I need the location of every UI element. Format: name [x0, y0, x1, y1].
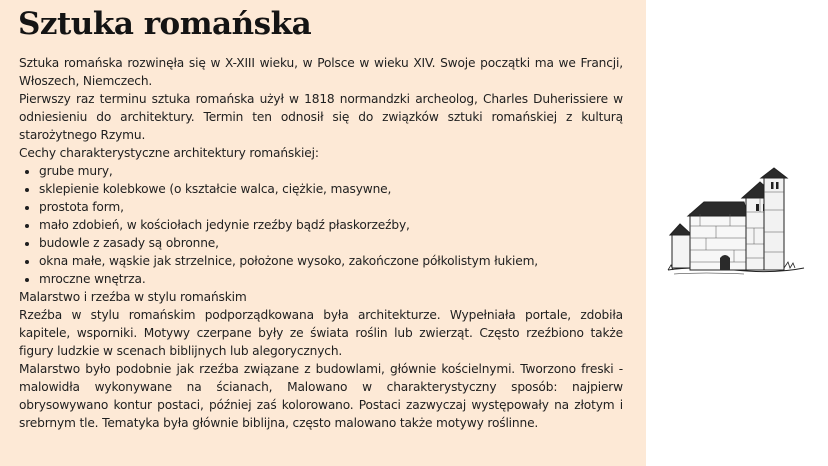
list-item: • mało zdobień, w kościołach jedynie rzeźby bądź płaskorzeźby,	[39, 216, 623, 234]
list-item: • prostota form,	[39, 198, 623, 216]
church-illustration-icon	[664, 162, 808, 284]
painting-heading: Malarstwo i rzeźba w stylu romańskim	[19, 290, 247, 304]
features-heading: Cechy charakterystyczne architektury romańskiej:	[19, 146, 319, 160]
page-title: Sztuka romańska	[18, 6, 312, 42]
content-body	[19, 54, 623, 432]
intro-paragraph: Sztuka romańska rozwinęła się w X-XIII wieku, w Polsce w wieku XIV. Swoje początki ma we Francji, Włoszech, Niemczech.	[19, 56, 623, 88]
term-paragraph: Pierwszy raz terminu sztuka romańska użył w 1818 normandzki archeolog, Charles Duherissiere w odniesieniu do architektury. Termin ten odnosił się do związków sztuki romańskiej z kulturą starożytnego Rzymu.	[19, 92, 623, 142]
list-item: • okna małe, wąskie jak strzelnice, położone wysoko, zakończone półkolistym łukiem,	[39, 252, 623, 270]
list-item: • grube mury,	[39, 162, 623, 180]
painting-paragraph: Malarstwo było podobnie jak rzeźba związane z budowlami, głównie kościelnymi. Tworzono freski - malowidła wykonywane na ścianach, Malowano w charakterystyczny sposób: najpierw obrysowywano kontur postaci, później zaś kolorowano. Postaci zazwyczaj występowały na złotym i srebrnym tle. Tematyka była głównie biblijna, często malowano także motywy roślinne.	[19, 362, 623, 430]
list-item: • mroczne wnętrza.	[39, 270, 623, 288]
list-item: • budowle z zasady są obronne,	[39, 234, 623, 252]
list-item: • sklepienie kolebkowe (o kształcie walca, ciężkie, masywne,	[39, 180, 623, 198]
sculpture-paragraph: Rzeźba w stylu romańskim podporządkowana była architekturze. Wypełniała portale, zdobiła kapitele, wsporniki. Motywy czerpane były ze świata roślin lub zwierząt. Często rzeźbiono także figury ludzkie w scenach biblijnych lub alegorycznych.	[19, 308, 623, 358]
features-list	[19, 162, 623, 288]
